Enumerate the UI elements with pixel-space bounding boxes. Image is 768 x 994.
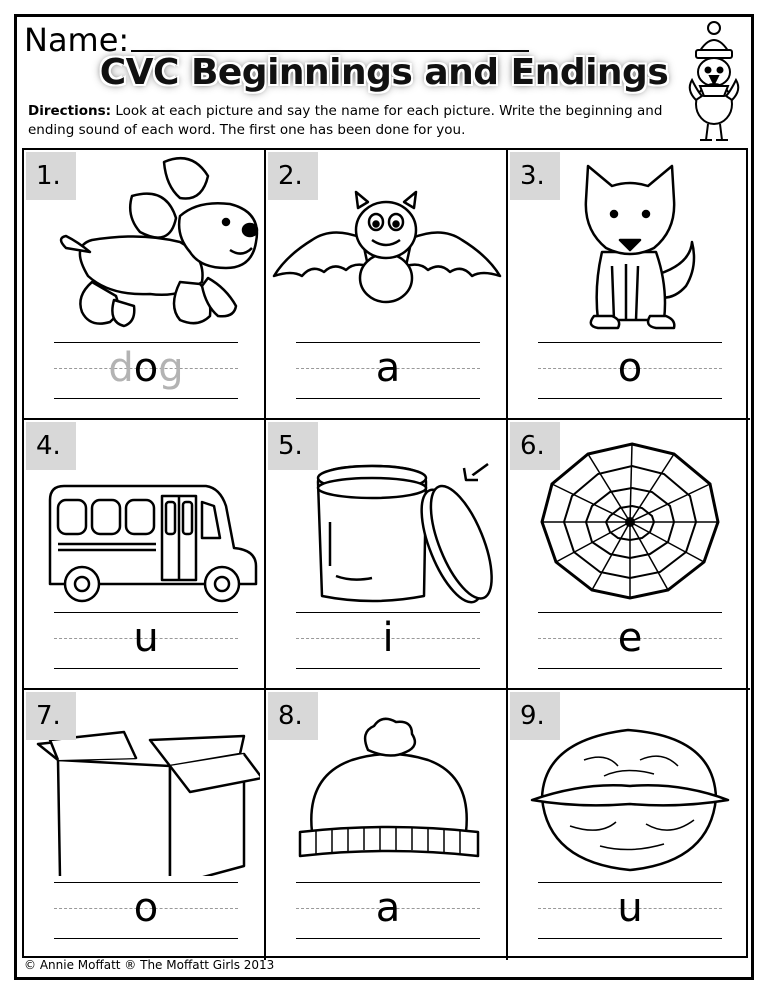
item-number: 1.	[26, 152, 76, 200]
item-2	[266, 150, 508, 420]
word-letters	[538, 600, 722, 676]
directions	[28, 102, 668, 140]
word-letters	[538, 870, 722, 946]
item-number: 6.	[510, 422, 560, 470]
word-letters	[54, 330, 238, 406]
word-letters	[54, 600, 238, 676]
item-9	[508, 690, 750, 960]
vowel-sound: u	[617, 885, 643, 931]
item-number: 8.	[268, 692, 318, 740]
item-number: 4.	[26, 422, 76, 470]
item-number: 7.	[26, 692, 76, 740]
item-7	[24, 690, 266, 960]
item-6	[508, 420, 750, 690]
vowel-sound: u	[133, 615, 159, 661]
item-number: 5.	[268, 422, 318, 470]
item-3	[508, 150, 750, 420]
vowel-sound: o	[133, 885, 159, 931]
word-letters	[538, 330, 722, 406]
name-label: Name:	[24, 21, 130, 59]
item-8	[266, 690, 508, 960]
worksheet-title: CVC Beginnings and Endings	[99, 52, 669, 93]
item-number: 3.	[510, 152, 560, 200]
word-letters	[296, 600, 480, 676]
directions-label: Directions:	[28, 103, 112, 119]
word-letters	[296, 330, 480, 406]
picture-grid	[22, 148, 748, 958]
item-number: 9.	[510, 692, 560, 740]
vowel-sound: o	[133, 345, 159, 391]
word-letters	[54, 870, 238, 946]
bird-icon	[682, 20, 746, 144]
vowel-sound: e	[617, 615, 643, 661]
item-1	[24, 150, 266, 420]
word-letters	[296, 870, 480, 946]
item-4	[24, 420, 266, 690]
item-number: 2.	[268, 152, 318, 200]
vowel-sound: a	[375, 345, 401, 391]
first-sound: d	[108, 345, 134, 391]
vowel-sound: a	[375, 885, 401, 931]
directions-text: Look at each picture and say the name for each picture. Write the beginning and ending sound of each word. The first one has been done for you.	[28, 103, 663, 138]
last-sound: g	[158, 345, 184, 391]
vowel-sound: o	[617, 345, 643, 391]
item-5	[266, 420, 508, 690]
vowel-sound: i	[382, 615, 394, 661]
copyright: © Annie Moffatt ® The Moffatt Girls 2013	[24, 958, 275, 972]
